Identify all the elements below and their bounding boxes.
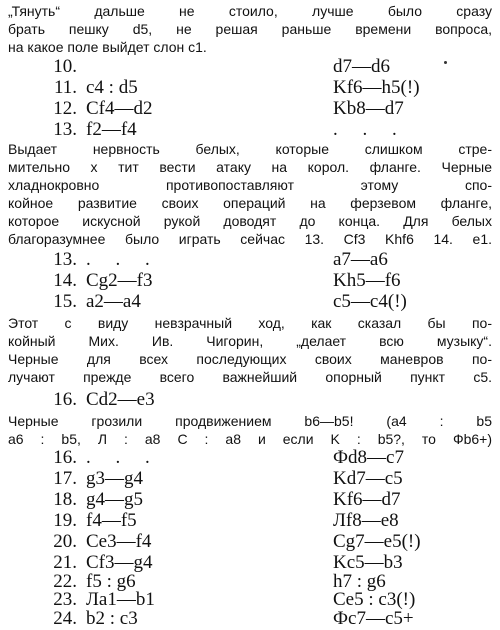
black-move: Kf6—d7 — [333, 489, 401, 510]
text-line: брать пешку d5, не решая раньше времени вопроса, — [8, 21, 492, 37]
move-row — [0, 468, 500, 490]
move-row — [0, 291, 500, 313]
text-line: a6 : b5, Л : a8 C : a8 и если K : b5?, то Фb6+) — [8, 431, 492, 447]
move-number: 24. — [53, 608, 77, 629]
text-line: койное развитие своих операций на ферзевом фланге, — [8, 195, 492, 211]
print-speck — [444, 61, 447, 64]
black-move: . . . — [333, 119, 407, 140]
text-line: которое искусной рукой доводят до конца. Для белых — [8, 213, 492, 229]
move-row — [0, 531, 500, 553]
move-number: 10. — [53, 56, 77, 77]
commentary-paragraph — [8, 412, 492, 448]
black-move: Kh5—f6 — [333, 270, 401, 291]
move-number: 13. — [53, 249, 77, 270]
text-line: койный Мих. Ив. Чигорин, „делает всю музыку“. — [8, 333, 492, 349]
text-line: „Тянуть“ дальше не стоило, лучше было сразу — [8, 3, 492, 19]
white-move: a2—a4 — [86, 291, 141, 312]
move-row — [0, 270, 500, 292]
move-number: 17. — [53, 468, 77, 489]
commentary-paragraph — [8, 314, 492, 386]
move-row — [0, 489, 500, 511]
move-row — [0, 56, 500, 78]
black-move: Cg7—e5(!) — [333, 531, 421, 552]
text-line: мительно х тит вести атаку на корол. фланге. Черные — [8, 159, 492, 175]
move-number: 16. — [53, 447, 77, 468]
move-row — [0, 447, 500, 469]
white-move: Ce3—f4 — [86, 531, 152, 552]
text-line: Черные для всех последующих своих маневров по- — [8, 351, 492, 367]
white-move: f4—f5 — [86, 510, 137, 531]
black-move: Фd8—c7 — [333, 447, 404, 468]
commentary-paragraph — [8, 2, 492, 56]
move-row — [0, 510, 500, 532]
move-number: 13. — [53, 119, 77, 140]
white-move: f5 : g6 — [86, 571, 136, 592]
black-move: Лf8—e8 — [333, 510, 399, 531]
move-number: 23. — [53, 589, 77, 610]
move-number: 12. — [53, 98, 77, 119]
move-row — [0, 77, 500, 99]
black-move: c5—c4(!) — [333, 291, 407, 312]
black-move: h7 : g6 — [333, 571, 386, 592]
white-move: . . . — [86, 249, 160, 270]
text-line: Выдает нервность белых, которые слишком стре- — [8, 141, 492, 157]
move-number: 11. — [53, 77, 77, 98]
white-move: Cd2—e3 — [86, 389, 155, 410]
white-move: g4—g5 — [86, 489, 143, 510]
white-move: Cf4—d2 — [86, 98, 153, 119]
move-number: 20. — [53, 531, 77, 552]
move-number: 21. — [53, 552, 77, 573]
text-line: на какое поле выйдет слон c1. — [8, 39, 207, 55]
commentary-paragraph — [8, 140, 492, 248]
move-row — [0, 119, 500, 141]
white-move: Cg2—f3 — [86, 270, 153, 291]
move-number: 22. — [53, 571, 77, 592]
move-number: 14. — [53, 270, 77, 291]
white-move: c4 : d5 — [86, 77, 138, 98]
white-move: g3—g4 — [86, 468, 143, 489]
move-number: 18. — [53, 489, 77, 510]
text-line: Черные грозили продвижением b6—b5! (a4 : b5 — [8, 413, 492, 429]
move-row — [0, 608, 500, 629]
black-move: Kc5—b3 — [333, 552, 403, 573]
move-row — [0, 98, 500, 120]
text-line: лучают прежде всего важнейший опорный пункт c5. — [8, 369, 492, 385]
white-move: b2 : c3 — [86, 608, 138, 629]
black-move: a7—a6 — [333, 249, 388, 270]
black-move: Ce5 : c3(!) — [333, 589, 416, 610]
move-row — [0, 389, 500, 411]
white-move: f2—f4 — [86, 119, 137, 140]
move-row — [0, 249, 500, 271]
move-number: 16. — [53, 389, 77, 410]
white-move: Лa1—b1 — [86, 589, 155, 610]
text-line: благоразумнее было играть сейчас 13. Cf3 Khf6 14. e1. — [8, 231, 492, 247]
black-move: Фc7—c5+ — [333, 608, 414, 629]
text-line: Этот с виду невзрачный ход, как сказал бы по- — [8, 315, 492, 331]
black-move: Kd7—c5 — [333, 468, 403, 489]
text-line: хладнокровно противопоставляют этому спо- — [8, 177, 492, 193]
white-move: . . . — [86, 447, 160, 468]
white-move: Cf3—g4 — [86, 552, 153, 573]
black-move: d7—d6 — [333, 56, 390, 77]
move-number: 15. — [53, 291, 77, 312]
black-move: Kf6—h5(!) — [333, 77, 420, 98]
move-number: 19. — [53, 510, 77, 531]
black-move: Kb8—d7 — [333, 98, 404, 119]
